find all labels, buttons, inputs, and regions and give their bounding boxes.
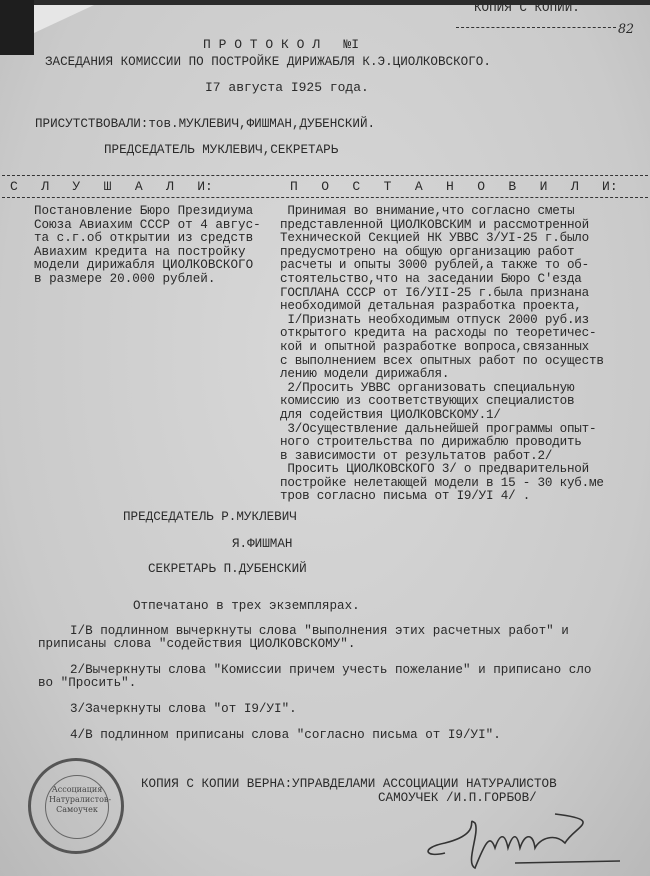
note-3: 3/Зачеркнуты слова "от I9/УI". [70,702,297,716]
heard-line: та с.г.об открытии из средств [34,231,254,246]
document-date: I7 августа I925 года. [205,80,369,95]
heard-line: в размере 20.000 рублей. [34,271,216,286]
heard-line: Авиахим кредита на постройку [34,244,246,259]
scan-corner [0,0,34,55]
heard-line: модели дирижабля ЦИОЛКОВСКОГО [34,258,254,273]
resolved-column [280,205,604,504]
heard-line: Постановление Бюро Президиума [34,204,254,218]
document-subtitle: ЗАСЕДАНИЯ КОМИССИИ ПО ПОСТРОЙКЕ ДИРИЖАБЛЯ К.Э.ЦИОЛКОВСКОГО. [45,55,491,69]
resolved-line: ГОСПЛАНА СССР от I6/УII-25 г.была признана [280,285,590,300]
resolved-line: для содействия ЦИОЛКОВСКОМУ.1/ [280,407,501,422]
heard-heading: С Л У Ш А Л И: [10,179,213,194]
resolved-line: Принимая во внимание,что согласно сметы [280,204,575,218]
note-2-line-1: 2/Вычеркнуты слова "Комиссии причем учесть пожелание" и приписано сло [70,663,592,677]
resolved-line: предусмотрено на общую организацию работ [280,244,575,259]
resolved-line: комиссию из соответствующих специалистов [280,394,575,409]
signature-member: Я.ФИШМАН [232,537,293,551]
resolved-line: открытого кредита на расходы по теоретичес- [280,326,597,341]
resolved-line: постройке нелетающей модели в 15 - 30 куб.ме [280,475,604,490]
resolved-line: 3/Осуществление дальнейшей программы опыт- [280,421,597,436]
certification-line-2: САМОУЧЕК /И.П.ГОРБОВ/ [378,791,537,805]
heard-line: Союза Авиахим СССР от 4 авгус- [34,217,261,232]
organization-stamp [28,758,124,854]
divider [2,175,648,176]
resolved-line: расчеты и опыты 3000 рублей,а также то об- [280,258,590,273]
resolved-line: кой и опытной разработке вопроса,связанных [280,339,590,354]
note-1-line-2: приписаны слова "содействия ЦИОЛКОВСКОМУ". [38,637,356,651]
copies-note: Отпечатано в трех экземплярах. [133,599,360,613]
resolved-line: ного строительства по дирижаблю проводить [280,435,582,450]
resolved-line: с выполнением всех опытных работ по осуществ [280,353,604,368]
signature-secretary: СЕКРЕТАРЬ П.ДУБЕНСКИЙ [148,562,307,576]
resolved-line: Просить ЦИОЛКОВСКОГО 3/ о предварительной [280,462,590,477]
resolved-line: Технической Секцией НК УВВС 3/УI-25 г.было [280,231,590,246]
divider [2,197,648,198]
certification-line-1: КОПИЯ С КОПИИ ВЕРНА:УПРАВДЕЛАМИ АССОЦИАЦИИ НАТУРАЛИСТОВ [141,777,557,791]
note-4: 4/В подлинном приписаны слова "согласно письма от I9/УI". [70,728,501,742]
resolved-heading: П О С Т А Н О В И Л И: [290,179,618,194]
chair-secretary: ПРЕДСЕДАТЕЛЬ МУКЛЕВИЧ,СЕКРЕТАРЬ [104,143,339,157]
signature-chairman: ПРЕДСЕДАТЕЛЬ Р.МУКЛЕВИЧ [123,510,297,524]
page-number: 82 [618,21,635,36]
resolved-line: тров согласно письма от I9/УI 4/ . [280,489,531,504]
note-1-line-1: I/В подлинном вычеркнуты слова "выполнения этих расчетных работ" и [70,624,569,638]
handwritten-signature [405,808,625,873]
resolved-line: стоятельство,что на заседании Бюро С'езда [280,271,582,286]
resolved-line: в зависимости от результатов работ.2/ [280,448,553,463]
document-title: П Р О Т О К О Л №I [203,37,360,52]
copy-mark: КОПИЯ С КОПИИ. [474,1,580,15]
attendees: ПРИСУТСТВОВАЛИ:тов.МУКЛЕВИЧ,ФИШМАН,ДУБЕНСКИЙ. [35,117,376,131]
resolved-line: необходимой детальная разработка проекта, [280,299,582,314]
divider [456,27,616,28]
resolved-line: лению модели дирижабля. [280,367,450,382]
resolved-line: 2/Просить УВВС организовать специальную [280,380,575,395]
stamp-text: Ассоциация Натуралистов-Самоучек [49,785,112,814]
resolved-line: представленной ЦИОЛКОВСКИМ и рассмотренной [280,217,590,232]
heard-column [34,205,261,287]
note-2-line-2: во "Просить". [38,676,137,690]
resolved-line: I/Признать необходимым отпуск 2000 руб.из [280,312,590,327]
